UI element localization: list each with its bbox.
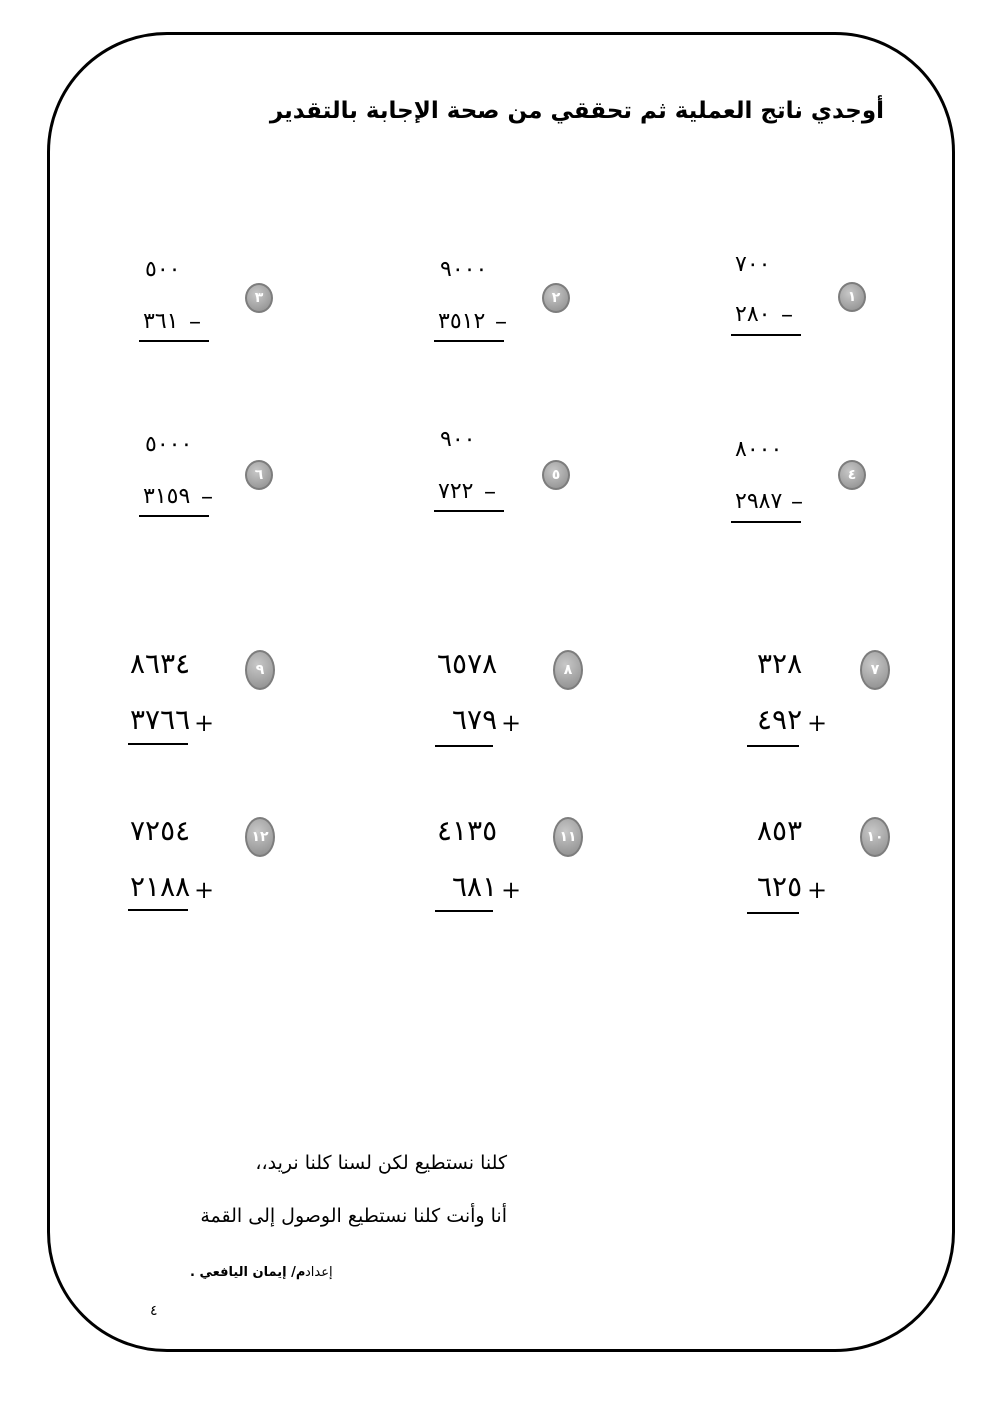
problem-2 <box>420 255 660 365</box>
answer-line <box>731 521 801 523</box>
motto-line-1: كلنا نستطيع لكن لسنا كلنا نريد،، <box>255 1152 507 1174</box>
top-operand: ٣٢٨ <box>757 647 803 680</box>
operator: + <box>194 709 215 737</box>
problem-4 <box>715 435 955 545</box>
problem-6 <box>125 430 365 540</box>
top-operand: ٩٠٠٠ <box>440 257 488 282</box>
bottom-operand: ٧٢٢ <box>438 479 474 504</box>
bottom-operand: ٣١٥٩ <box>143 484 191 509</box>
problem-11 <box>425 812 665 922</box>
answer-line <box>139 340 209 342</box>
bottom-operand: ٦٧٩ <box>452 703 498 736</box>
problem-number-badge: ٩ <box>245 650 275 690</box>
answer-line <box>731 334 801 336</box>
top-operand: ٦٥٧٨ <box>437 647 498 680</box>
problem-7 <box>735 645 975 755</box>
bottom-operand: ٣٧٦٦ <box>130 703 191 736</box>
top-operand: ٨٥٣ <box>757 814 803 847</box>
credit-label: إعداد <box>305 1265 333 1280</box>
bottom-operand: ٢٩٨٧ <box>735 489 783 514</box>
bottom-operand: ٦٢٥ <box>757 870 803 903</box>
bottom-operand: ٢١٨٨ <box>130 870 191 903</box>
page-title: أوجدي ناتج العملية ثم تحققي من صحة الإجابة بالتقدير <box>269 98 884 124</box>
problem-number-badge: ٣ <box>245 283 273 313</box>
problem-number-badge: ٦ <box>245 460 273 490</box>
answer-line <box>434 510 504 512</box>
operator: – <box>495 307 507 335</box>
answer-line <box>128 743 188 745</box>
operator: – <box>189 307 201 335</box>
operator: + <box>194 876 215 904</box>
answer-line <box>128 909 188 911</box>
motto-line-2: أنا وأنت كلنا نستطيع الوصول إلى القمة <box>200 1205 507 1227</box>
answer-line <box>747 912 799 914</box>
operator: + <box>501 876 522 904</box>
top-operand: ٧٢٥٤ <box>130 814 191 847</box>
top-operand: ٥٠٠٠ <box>145 432 193 457</box>
problem-10 <box>735 812 975 922</box>
top-operand: ٨٦٣٤ <box>130 647 191 680</box>
operator: – <box>781 300 793 328</box>
top-operand: ٤١٣٥ <box>437 814 498 847</box>
answer-line <box>139 515 209 517</box>
top-operand: ٩٠٠ <box>440 427 476 452</box>
answer-line <box>747 745 799 747</box>
operator: – <box>484 477 496 505</box>
operator: + <box>807 876 828 904</box>
bottom-operand: ٣٥١٢ <box>438 309 486 334</box>
problem-5 <box>420 425 660 535</box>
problem-9 <box>120 645 360 755</box>
credit-name: م/ إيمان اليافعي . <box>190 1265 306 1280</box>
answer-line <box>434 340 504 342</box>
top-operand: ٥٠٠ <box>145 257 181 282</box>
bottom-operand: ٤٩٢ <box>757 703 803 736</box>
operator: – <box>201 482 213 510</box>
problem-8 <box>425 645 665 755</box>
bottom-operand: ٢٨٠ <box>735 302 771 327</box>
operator: + <box>501 709 522 737</box>
problem-number-badge: ١ <box>838 282 866 312</box>
problem-number-badge: ٧ <box>860 650 890 690</box>
operator: + <box>807 709 828 737</box>
top-operand: ٧٠٠ <box>735 252 771 277</box>
top-operand: ٨٠٠٠ <box>735 437 783 462</box>
problem-number-badge: ١٢ <box>245 817 275 857</box>
problem-number-badge: ٥ <box>542 460 570 490</box>
bottom-operand: ٦٨١ <box>452 870 498 903</box>
operator: – <box>791 487 803 515</box>
page-number: ٤ <box>150 1303 158 1319</box>
problem-number-badge: ٨ <box>553 650 583 690</box>
problem-1 <box>715 250 955 360</box>
problem-number-badge: ١١ <box>553 817 583 857</box>
problem-12 <box>120 812 360 922</box>
problem-number-badge: ٤ <box>838 460 866 490</box>
answer-line <box>435 910 493 912</box>
bottom-operand: ٣٦١ <box>143 309 179 334</box>
answer-line <box>435 745 493 747</box>
problem-number-badge: ٢ <box>542 283 570 313</box>
problem-3 <box>125 255 365 365</box>
problem-number-badge: ١٠ <box>860 817 890 857</box>
